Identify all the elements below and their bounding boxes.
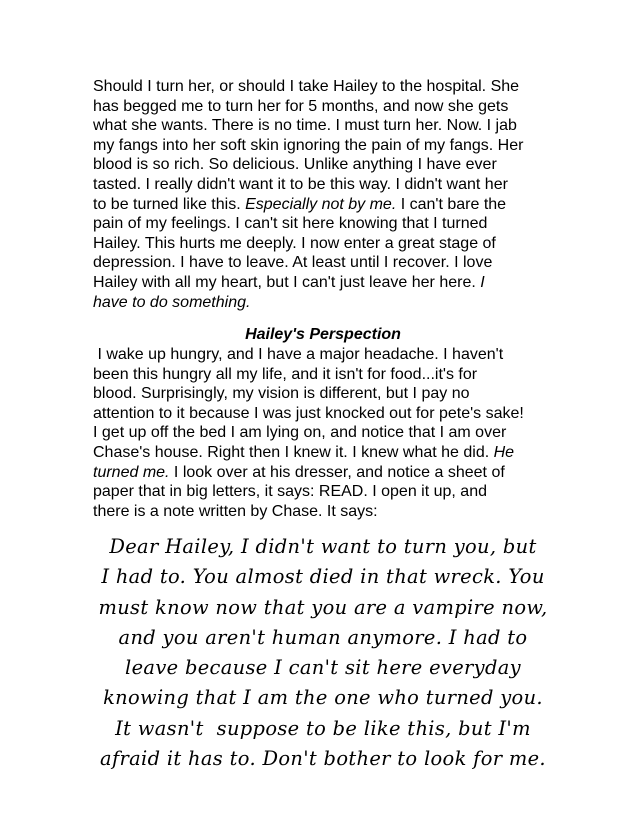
italic-text-run: turned me. <box>93 463 170 481</box>
text-line: I get up off the bed I am lying on, and notice that I am over <box>93 424 507 442</box>
letter-line: knowing that I am the one who turned you. <box>103 686 543 710</box>
text-line: been this hungry all my life, and it isn't for food...it's for <box>93 365 478 383</box>
letter-line: I had to. You almost died in that wreck. You <box>101 565 545 589</box>
letter-line: and you aren't human anymore. I had to <box>118 625 528 649</box>
text-line: my fangs into her soft skin ignoring the pain of my fangs. Her <box>93 136 524 154</box>
text-line: Should I turn her, or should I take Hailey to the hospital. She <box>93 78 520 95</box>
letter-line: afraid it has to. Don't bother to look for me. <box>100 747 546 771</box>
text-run: to be turned like this. <box>93 195 246 213</box>
letter-line: must know now that you are a vampire now, <box>98 595 548 619</box>
text-line: pain of my feelings. I can't sit here knowing that I turned <box>93 215 488 233</box>
text-line: what she wants. There is no time. I must turn her. Now. I jab <box>93 117 517 135</box>
text-line: Hailey. This hurts me deeply. I now enter a great stage of <box>93 234 496 252</box>
paragraph-chase-perspective <box>93 77 553 312</box>
letter-line: It wasn't suppose to be like this, but I'm <box>115 716 531 740</box>
text-line: tasted. I really didn't want it to be this way. I didn't want her <box>93 175 508 193</box>
letter-line: Dear Hailey, I didn't want to turn you, but <box>109 535 537 558</box>
text-line: depression. I have to leave. At least until I recover. I love <box>93 254 493 272</box>
text-line <box>93 293 553 313</box>
text-line: attention to it because I was just knocked out for pete's sake! <box>93 404 524 422</box>
handwritten-letter <box>80 532 566 774</box>
text-line: I wake up hungry, and I have a major headache. I haven't <box>93 346 504 363</box>
text-run: I look over at his dresser, and notice a sheet of <box>169 463 505 481</box>
text-run: Chase's house. Right then I knew it. I knew what he did. <box>93 443 494 461</box>
italic-text-run: Especially not by me. <box>245 195 397 213</box>
section-heading: Hailey's Perspection <box>245 326 401 343</box>
text-line: blood. Surprisingly, my vision is different, but I pay no <box>93 385 470 403</box>
italic-text-run: He <box>493 443 515 461</box>
italic-text-run: I <box>480 273 485 291</box>
text-line <box>93 195 553 215</box>
text-line <box>93 443 553 463</box>
text-line: paper that in big letters, it says: READ. I open it up, and <box>93 483 487 501</box>
text-run: I can't bare the <box>396 195 507 213</box>
paragraph-hailey-perspective <box>93 345 553 521</box>
italic-text-run: have to do something. <box>93 293 251 311</box>
text-line: there is a note written by Chase. It says: <box>93 502 378 520</box>
letter-line: leave because I can't sit here everyday <box>125 656 521 680</box>
text-line <box>93 463 553 483</box>
text-run: Hailey with all my heart, but I can't just leave her here. <box>93 273 481 291</box>
text-line: blood is so rich. So delicious. Unlike anything I have ever <box>93 156 497 174</box>
text-line <box>93 273 553 293</box>
text-line: has begged me to turn her for 5 months, and now she gets <box>93 97 509 115</box>
